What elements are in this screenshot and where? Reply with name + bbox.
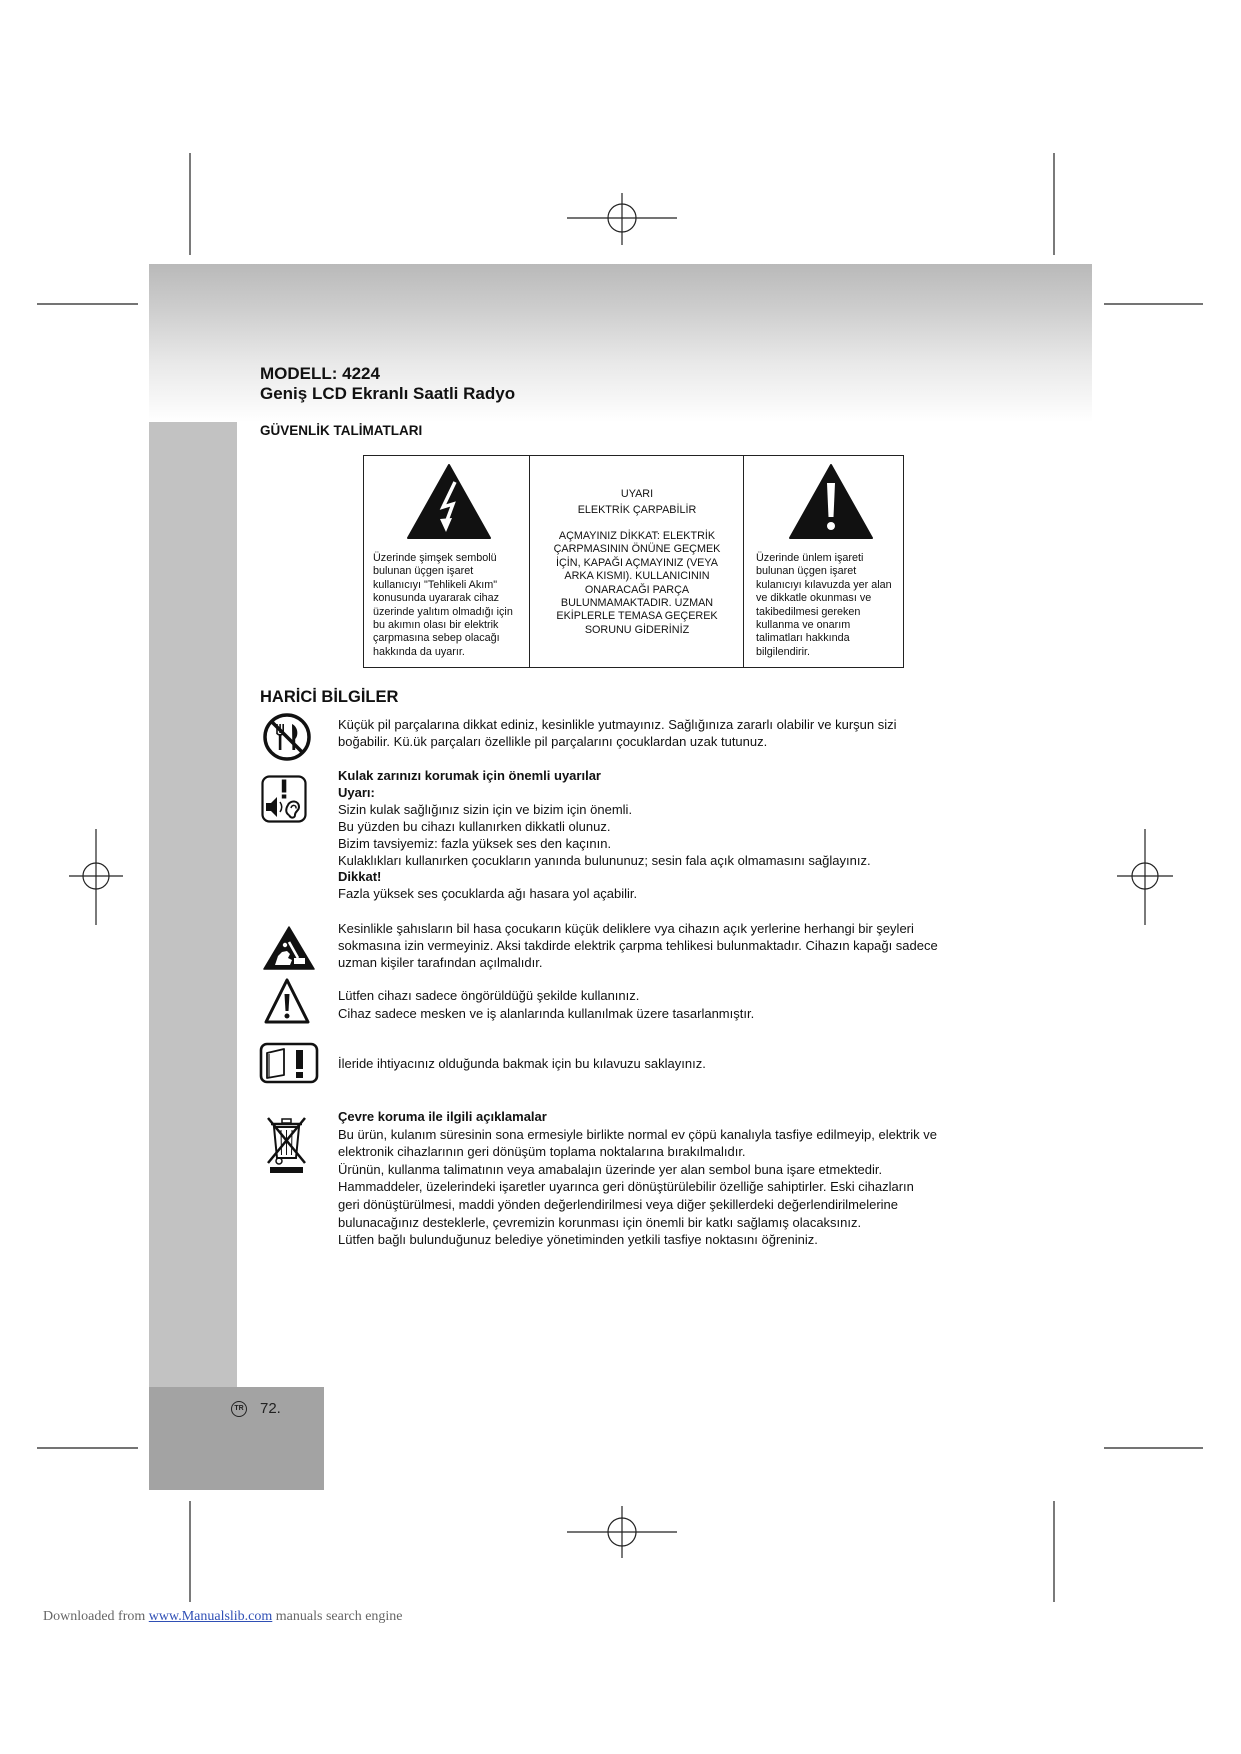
- warning-label: Uyarı:: [338, 784, 375, 800]
- table-text-line: Üzerinde şimşek sembolü: [373, 552, 497, 564]
- safety-table: [363, 455, 904, 668]
- footer-suffix: manuals search engine: [275, 1609, 403, 1624]
- warning-subtitle: ELEKTRİK ÇARPABİLİR: [577, 503, 697, 516]
- text-line: İleride ihtiyacınız olduğunda bakmak için bu kılavuzu saklayınız.: [338, 1056, 706, 1071]
- table-text-line: ve dikkatle okunması ve: [756, 592, 872, 605]
- text-line: geri dönüştürülmesi, maddi yönden değerlendirilmesi veya diğer şekillerdeki değerlendirilmelerine: [338, 1196, 899, 1212]
- environment-heading: Çevre koruma ile ilgili açıklamalar: [338, 1109, 547, 1124]
- manual-book-icon: [259, 1042, 319, 1084]
- table-text-line: ÇARPMASININ ÖNÜNE GEÇMEK: [553, 543, 721, 556]
- text-line: Küçük pil parçalarına dikkat ediniz, kesinlikle yutmayınız. Sağlığınıza zararlı olabilir ve kurşun sizi: [338, 717, 897, 732]
- text-line: elektronik cihazlarının geri dönüşüm toplama noktalarına bırakılmalıdır.: [338, 1144, 746, 1160]
- warning-triangle-icon: [264, 977, 310, 1025]
- environment-text: [338, 1108, 937, 1249]
- table-text-line: bilgilendirir.: [756, 645, 811, 658]
- external-info-title: HARİCİ BİLGİLER: [260, 688, 399, 706]
- text-line: Kulaklıkları kullanırken çocukların yanında bulununuz; sesin fala açık olmamasını sağlayınız.: [338, 852, 871, 868]
- text-line: Sizin kulak sağlığınız sizin için ve bizim için önemli.: [338, 801, 633, 817]
- hearing-heading: Kulak zarınızı korumak için önemli uyarılar: [338, 768, 601, 783]
- table-text-line: kulanıcıyı kılavuzda yer alan: [756, 578, 892, 591]
- table-text-line: talimatları hakkında: [756, 632, 850, 645]
- table-text-line: üzerinde yalıtım olmadığı için: [373, 605, 513, 618]
- warning-body: [530, 530, 744, 637]
- table-text-line: hakkında da uyarır.: [373, 645, 465, 658]
- table-text-line: bulunan üçgen işaret: [373, 565, 474, 578]
- caution-label: Dikkat!: [338, 869, 382, 885]
- page-number: 72.: [260, 1400, 281, 1417]
- weee-bin-icon: [264, 1112, 309, 1174]
- table-text-line: İÇİN, KAPAĞI AÇMAYINIZ (VEYA: [556, 556, 718, 569]
- table-text-line: bulunan üçgen işaret: [756, 565, 857, 578]
- text-line: boğabilir. Kü.ük parçaları özellikle pil parçalarını çocuklardan uzak tutunuz.: [338, 733, 768, 749]
- registration-mark-bottom: [567, 1506, 677, 1558]
- lightning-symbol-description: [373, 552, 513, 659]
- safety-title: GÜVENLİK TALİMATLARI: [260, 423, 423, 438]
- table-text-line: çarpmasına sebep olacağı: [373, 632, 500, 645]
- text-line: Bu ürün, kulanım süresinin sona ermesiyle birlikte normal ev çöpü kanalıyla tasfiye edilmeyip, elektrik ve: [338, 1126, 937, 1142]
- text-line: Kesinlikle şahısların bil hasa çocukarın küçük deliklere vya cihazın açık yerlerine herhangi bir şeyleri: [338, 921, 914, 936]
- objects-warning-text: [338, 921, 938, 972]
- download-footer: [43, 1608, 403, 1625]
- exclamation-symbol-description: [756, 552, 892, 659]
- table-text-line: bu akımın olası bir elektrik: [373, 619, 499, 632]
- table-text-line: takibedilmesi gereken: [756, 605, 861, 618]
- table-text-line: kullanıcıyı "Tehlikeli Akım": [373, 578, 498, 591]
- hearing-warning-text: [338, 768, 871, 903]
- ear-warning-icon: [261, 775, 307, 823]
- registration-mark-right: [1117, 829, 1173, 925]
- model-heading: [260, 364, 515, 404]
- text-line: Fazla yüksek ses çocuklarda ağı hasara yol açabilir.: [338, 886, 638, 902]
- hand-shock-warning-icon: [263, 925, 315, 971]
- text-line: Bu yüzden bu cihazı kullanırken dikkatli olunuz.: [338, 818, 611, 834]
- registration-mark-top: [567, 193, 677, 245]
- product-name: Geniş LCD Ekranlı Saatli Radyo: [260, 384, 516, 403]
- table-text-line: ONARACAĞI PARÇA: [584, 583, 690, 596]
- table-text-line: Üzerinde ünlem işareti: [756, 552, 864, 564]
- table-text-line: SORUNU GİDERİNİZ: [584, 623, 690, 636]
- table-text-line: AÇMAYINIZ DİKKAT: ELEKTRİK: [558, 530, 716, 542]
- table-text-line: kullanma ve onarım: [756, 619, 851, 632]
- manualslib-link[interactable]: www.Manualslib.com: [148, 1609, 273, 1624]
- lightning-triangle-icon: [406, 462, 492, 540]
- text-line: Cihaz sadece mesken ve iş alanlarında kullanılmak üzere tasarlanmıştır.: [338, 1005, 755, 1021]
- language-badge: TR: [231, 1401, 247, 1417]
- text-line: Ürünün, kullanma talimatının veya amabalajın üzerinde yer alan sembol buna işare etmektedir.: [338, 1161, 883, 1177]
- text-line: sokmasına izin vermeyiniz. Aksi takdirde elektrik çarpma tehlikesi bulunmaktadır. Cihazın kapağı sadece: [338, 937, 938, 953]
- table-text-line: EKİPLERLE TEMASA GEÇEREK: [556, 610, 718, 623]
- table-text-line: ARKA KISMI). KULLANICININ: [564, 570, 710, 583]
- registration-mark-left: [69, 829, 123, 925]
- text-line: Hammaddeler, üzelerindeki işaretler uyarınca geri dönüştürülebilir özelliğe sahiptirler. Eski cihazların: [338, 1179, 914, 1195]
- text-line: bulunacağınız desteklerle, çevremizin korunması için önemli bir katkı sağlamış olacaksınız.: [338, 1214, 862, 1230]
- table-text-line: konusunda uyararak cihaz: [373, 592, 500, 605]
- footer-prefix: Downloaded from: [43, 1609, 146, 1624]
- model-number: MODELL: 4224: [260, 364, 380, 383]
- table-text-line: BULUNMAMAKTADIR. UZMAN: [560, 597, 714, 610]
- text-line: uzman kişiler tarafından açılmalıdır.: [338, 954, 543, 970]
- warning-title: UYARI: [620, 488, 654, 500]
- no-swallow-icon: [262, 712, 312, 762]
- warning-heading: [530, 488, 744, 517]
- left-sidebar: [149, 422, 237, 1387]
- text-line: Bizim tavsiyemiz: fazla yüksek ses den kaçının.: [338, 835, 612, 851]
- exclamation-triangle-icon: [788, 462, 874, 540]
- manual-keep-text: [338, 1056, 706, 1073]
- text-line: Lütfen cihazı sadece öngörüldüğü şekilde kullanınız.: [338, 988, 640, 1003]
- text-line: Lütfen bağlı bulunduğunuz belediye yönetiminden yetkili tasfiye noktasını öğreniniz.: [338, 1232, 818, 1248]
- battery-warning-text: [338, 717, 897, 751]
- usage-text: [338, 987, 754, 1022]
